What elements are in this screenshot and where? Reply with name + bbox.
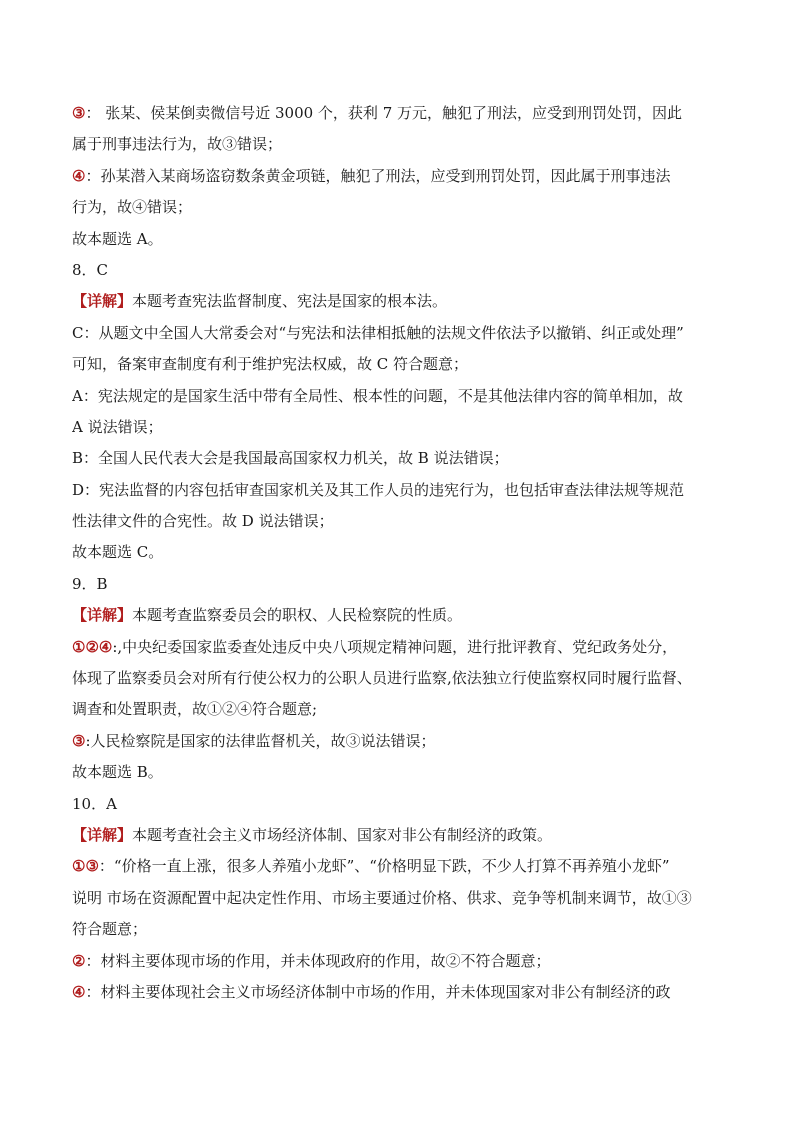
text-line	[72, 789, 732, 820]
line-text: 符合题意；	[72, 920, 148, 939]
text-line	[72, 726, 732, 757]
line-text: 故本题选 A。	[72, 229, 163, 248]
line-text: 本题考查社会主义市场经济体制、国家对非公有制经济的政策。	[132, 825, 553, 844]
line-text: 9．B	[72, 574, 108, 593]
text-line	[72, 632, 732, 663]
line-text: B：全国人民代表大会是我国最高国家权力机关，故 B 说法错误；	[72, 449, 509, 468]
text-line	[72, 820, 732, 851]
text-line	[72, 349, 732, 380]
item-marker: ①②④	[72, 637, 113, 656]
text-line	[72, 883, 732, 914]
text-line	[72, 98, 732, 129]
line-text: 体现了监察委员会对所有行使公权力的公职人员进行监察,依法独立行使监察权同时履行监督、	[72, 669, 692, 688]
text-line	[72, 757, 732, 788]
text-line	[72, 161, 732, 192]
item-marker: ③	[72, 104, 86, 122]
line-text: 属于刑事违法行为，故③错误；	[72, 135, 283, 154]
text-line	[72, 569, 732, 600]
line-text: :,中央纪委国家监委查处违反中央八项规定精神问题，进行批评教育、党纪政务处分，	[112, 637, 678, 656]
line-text: ：材料主要体现市场的作用，并未体现政府的作用，故②不符合题意；	[85, 951, 551, 970]
item-marker: ②	[72, 951, 86, 970]
line-text: 说明 市场在资源配置中起决定性作用、市场主要通过价格、供求、竞争等机制来调节，故①③	[72, 888, 692, 907]
text-line	[72, 255, 732, 286]
text-line	[72, 318, 732, 349]
line-text: 故本题选 C。	[72, 543, 164, 562]
text-line	[72, 600, 732, 631]
text-line	[72, 129, 732, 160]
text-line	[72, 946, 732, 977]
answer-explanations	[72, 98, 732, 1008]
item-marker: ①③	[72, 857, 99, 876]
text-line	[72, 192, 732, 223]
item-marker: ④	[72, 166, 86, 185]
detail-tag: 【详解】	[72, 606, 133, 625]
line-text: D：宪法监督的内容包括审查国家机关及其工作人员的违宪行为，也包括审查法律法规等规范	[72, 480, 685, 499]
text-line	[72, 412, 732, 443]
item-marker: ④	[72, 982, 86, 1001]
line-text: ：“价格一直上涨，很多人养殖小龙虾”、“价格明显下跌，不少人打算不再养殖小龙虾”	[98, 857, 670, 876]
detail-tag: 【详解】	[72, 825, 133, 844]
text-line	[72, 914, 732, 945]
text-line	[72, 537, 732, 568]
text-line	[72, 286, 732, 317]
line-text: 调查和处置职责，故①②④符合题意;	[72, 700, 318, 719]
text-line	[72, 381, 732, 412]
line-text: ： 张某、侯某倒卖微信号近 3000 个，获利 7 万元，触犯了刑法，应受到刑罚处罚，因此	[85, 104, 683, 122]
text-line	[72, 977, 732, 1008]
text-line	[72, 663, 732, 694]
line-text: 本题考查监察委员会的职权、人民检察院的性质。	[132, 606, 463, 625]
line-text: ：材料主要体现社会主义市场经济体制中市场的作用，并未体现国家对非公有制经济的政	[85, 982, 671, 1001]
line-text: 性法律文件的合宪性。故 D 说法错误；	[72, 512, 334, 531]
line-text: 本题考查宪法监督制度、宪法是国家的根本法。	[132, 292, 448, 311]
line-text: 可知，备案审查制度有利于维护宪法权威，故 C 符合题意；	[72, 355, 469, 374]
line-text: A 说法错误；	[72, 417, 163, 436]
text-line	[72, 475, 732, 506]
text-line	[72, 851, 732, 882]
text-line	[72, 694, 732, 725]
line-text: 行为，故④错误；	[72, 198, 193, 217]
detail-tag: 【详解】	[72, 292, 133, 311]
text-line	[72, 224, 732, 255]
line-text: 8．C	[72, 260, 109, 279]
line-text: ：孙某潜入某商场盗窃数条黄金项链，触犯了刑法，应受到刑罚处罚，因此属于刑事违法	[85, 166, 671, 185]
line-text: 10．A	[72, 794, 117, 813]
line-text: 故本题选 B。	[72, 763, 163, 782]
line-text: :人民检察院是国家的法律监督机关，故③说法错误；	[85, 731, 436, 750]
text-line	[72, 506, 732, 537]
line-text: C：从题文中全国人大常委会对“与宪法和法律相抵触的法规文件依法予以撤销、纠正或处理”	[72, 323, 684, 342]
line-text: A：宪法规定的是国家生活中带有全局性、根本性的问题，不是其他法律内容的简单相加，故	[72, 386, 683, 405]
item-marker: ③	[72, 731, 86, 750]
text-line	[72, 443, 732, 474]
